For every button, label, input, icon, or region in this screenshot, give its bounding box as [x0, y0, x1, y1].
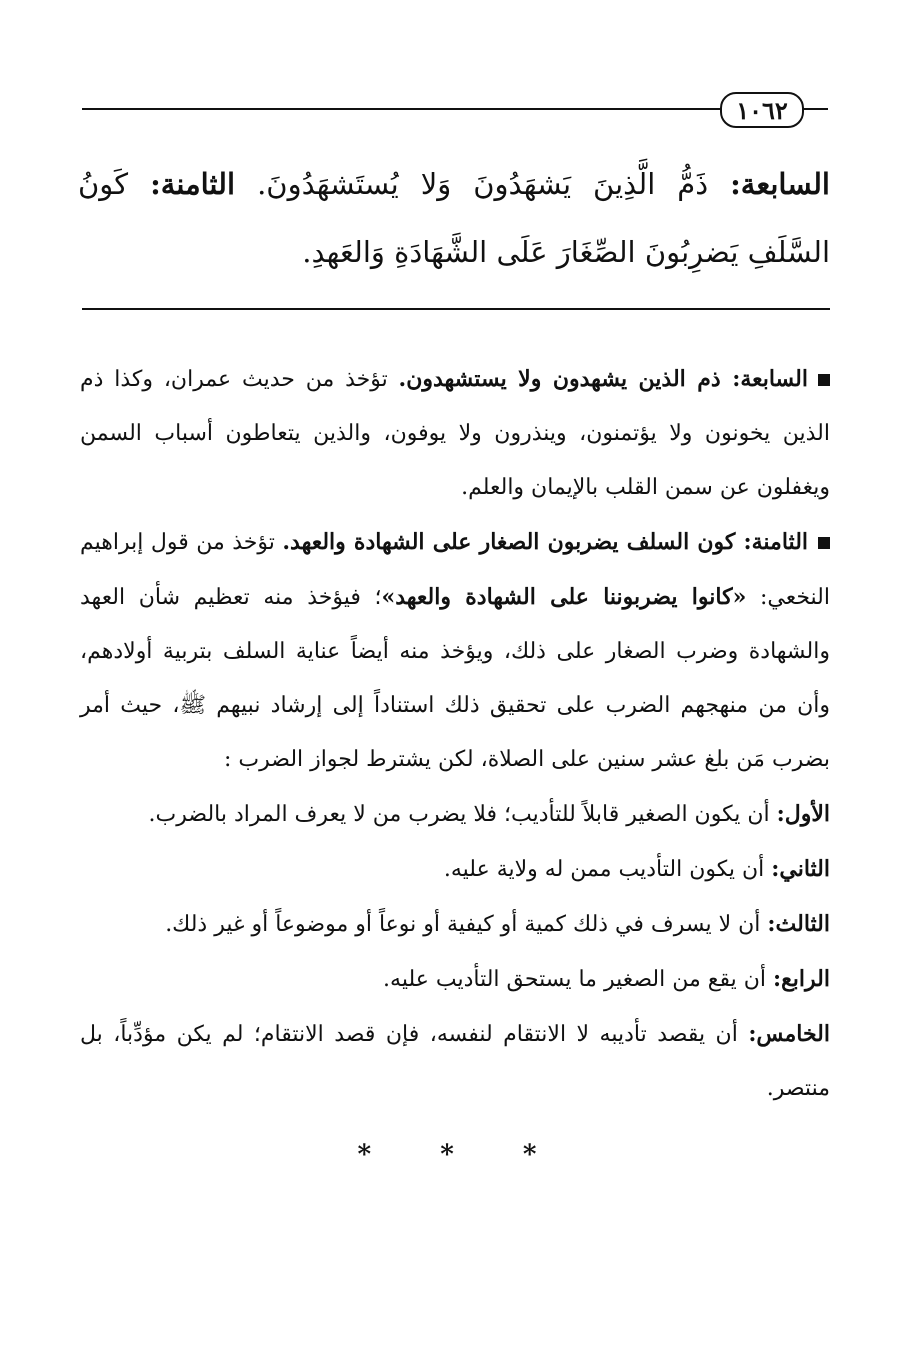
matn-seventh-text: ذَمُّ الَّذِينَ يَشهَدُونَ وَلا يُستَشهَدُونَ. — [257, 167, 709, 201]
condition-label: الثالث: — [767, 911, 830, 937]
condition-text: أن يكون الصغير قابلاً للتأديب؛ فلا يضرب من لا يعرف المراد بالضرب. — [148, 802, 770, 827]
condition-text: أن يكون التأديب ممن له ولاية عليه. — [443, 857, 765, 882]
condition-label: الخامس: — [748, 1021, 830, 1047]
commentary-paragraph-eighth — [80, 515, 830, 787]
commentary-seventh-text: تؤخذ من حديث عمران، وكذا ذم الذين يخونون ولا يؤتمنون، وينذرون ولا يوفون، والذين يتعاطون أسباب السمن ويغفلون عن سمن القلب بالإيمان والعلم. — [80, 367, 830, 500]
condition-label: الثاني: — [771, 856, 830, 882]
condition-text: أن يقع من الصغير ما يستحق التأديب عليه. — [383, 967, 766, 992]
condition-item — [80, 897, 830, 952]
matn-eighth-label: الثامنة: — [150, 167, 236, 201]
square-bullet-icon — [818, 537, 830, 549]
commentary-eighth-heading: الثامنة: كون السلف يضربون الصغار على الشهادة والعهد. — [282, 529, 809, 555]
condition-item — [80, 842, 830, 897]
commentary-eighth-quote: «كانوا يضربوننا على الشهادة والعهد» — [381, 584, 747, 610]
header-rule-right — [800, 108, 828, 110]
condition-item — [80, 952, 830, 1007]
condition-text: أن يقصد تأديبه لا الانتقام لنفسه، فإن قصد الانتقام؛ لم يكن مؤدِّباً، بل منتصر. — [80, 1022, 830, 1101]
commentary-eighth-text-b: ؛ فيؤخذ منه تعظيم شأن العهد والشهادة وضرب الصغار على ذلك، ويؤخذ منه أيضاً عناية السلف بتربية أولادهم، وأن من منهجهم الضرب على تحقيق ذلك استناداً إلى إرشاد نبيهم ﷺ، حيث أمر بضرب مَن بلغ عشر سنين على الصلاة، لكن يشترط لجواز الضرب : — [80, 585, 830, 772]
condition-label: الأول: — [776, 801, 830, 827]
condition-label: الرابع: — [772, 966, 830, 992]
condition-item — [80, 1007, 830, 1116]
commentary-eighth-text-a: تؤخذ من قول إبراهيم النخعي: — [80, 530, 830, 610]
header-rule-left — [82, 108, 722, 110]
page-number — [720, 92, 804, 128]
matn-eighth-text: كَونُ السَّلَفِ يَضرِبُونَ الصِّغَارَ عَلَى الشَّهَادَةِ وَالعَهدِ. — [78, 167, 830, 269]
section-divider — [82, 308, 830, 310]
matn-seventh-label: السابعة: — [730, 167, 830, 201]
section-end-ornament: * * * — [357, 1140, 567, 1170]
commentary-paragraph-seventh — [80, 352, 830, 515]
condition-text: أن لا يسرف في ذلك كمية أو كيفية أو نوعاً أو موضوعاً أو غير ذلك. — [165, 912, 761, 937]
commentary — [80, 352, 830, 1116]
matn-text — [78, 150, 830, 286]
commentary-seventh-heading: السابعة: ذم الذين يشهدون ولا يستشهدون. — [398, 366, 808, 392]
square-bullet-icon — [818, 374, 830, 386]
page-number-text: ١٠٦٢ — [736, 95, 788, 125]
condition-item — [80, 787, 830, 842]
